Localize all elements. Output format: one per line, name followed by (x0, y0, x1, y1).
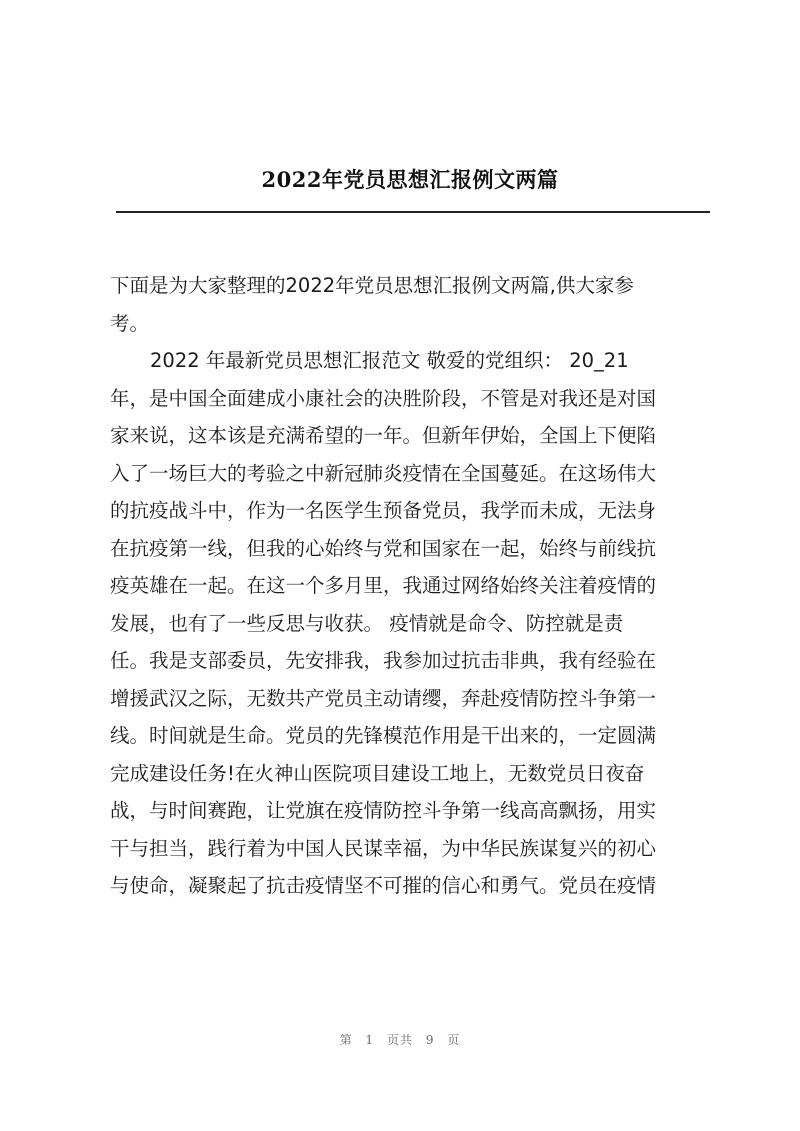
body-line: 的抗疫战斗中，作为一名医学生预备党员，我学而未成，无法身 (110, 499, 657, 522)
document-body (110, 267, 710, 905)
body-line: 任。我是支部委员，先安排我，我参加过抗击非典，我有经验在 (110, 649, 657, 672)
body-line: 下面是为大家整理的2022年党员思想汇报例文两篇,供大家参 (110, 274, 634, 297)
body-line: 线。时间就是生命。党员的先锋模范作用是干出来的，一定圆满 (110, 724, 657, 747)
body-line: 考。 (110, 311, 150, 335)
body-line: 在抗疫第一线，但我的心始终与党和国家在一起，始终与前线抗 (110, 536, 657, 560)
body-line: 发展，也有了一些反思与收获。 疫情就是命令、防控就是责 (110, 611, 624, 635)
body-line: 增援武汉之际，无数共产党员主动请缨，奔赴疫情防控斗争第一 (110, 686, 657, 710)
body-line: 2022 年最新党员思想汇报范文 敬爱的党组织： 20_21 (150, 349, 629, 372)
title-underline (116, 211, 710, 213)
body-line: 与使命，凝聚起了抗击疫情坚不可摧的信心和勇气。党员在疫情 (110, 874, 657, 897)
body-line: 家来说，这本该是充满希望的一年。但新年伊始，全国上下便陷 (110, 424, 657, 447)
body-line: 年，是中国全面建成小康社会的决胜阶段，不管是对我还是对国 (110, 386, 657, 410)
body-line: 战，与时间赛跑，让党旗在疫情防控斗争第一线高高飘扬，用实 (110, 799, 657, 822)
body-line: 疫英雄在一起。在这一个多月里，我通过网络始终关注着疫情的 (110, 574, 657, 597)
document-title: 2022年党员思想汇报例文两篇 (261, 167, 559, 192)
page-number-footer: 第 1 页共 9 页 (339, 1033, 461, 1047)
body-line: 入了一场巨大的考验之中新冠肺炎疫情在全国蔓延。在这场伟大 (110, 461, 657, 485)
body-line: 完成建设任务!在火神山医院项目建设工地上，无数党员日夜奋 (110, 761, 645, 785)
body-line: 干与担当，践行着为中国人民谋幸福，为中华民族谋复兴的初心 (110, 836, 657, 860)
